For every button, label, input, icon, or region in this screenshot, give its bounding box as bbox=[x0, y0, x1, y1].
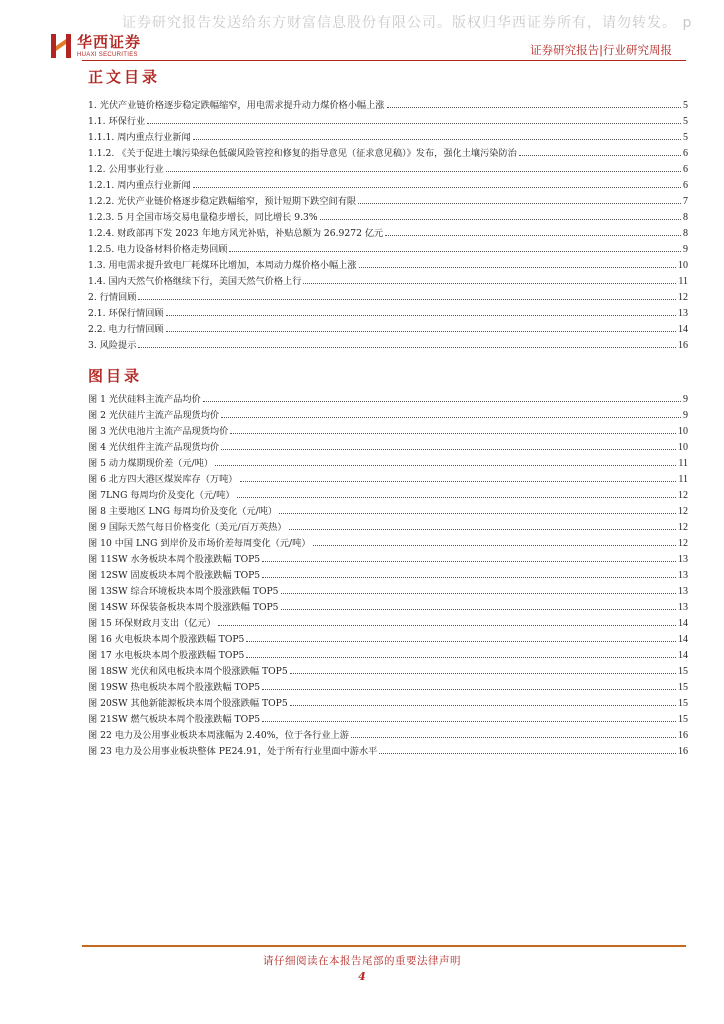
dot-leader bbox=[303, 272, 676, 284]
toc-entry-label: 2.2. 电力行情回顾 bbox=[88, 324, 164, 335]
dot-leader bbox=[138, 288, 676, 300]
toc-entry-page: 8 bbox=[683, 212, 688, 223]
figure-entry[interactable] bbox=[88, 614, 688, 630]
footer-divider bbox=[82, 945, 686, 947]
toc-entry-label: 1.1. 环保行业 bbox=[88, 116, 146, 127]
figure-entry-label: 图 15 环保财政月支出（亿元） bbox=[88, 618, 216, 629]
toc-entry-label: 1.3. 用电需求提升致电厂耗煤环比增加，本周动力煤价格小幅上涨 bbox=[88, 260, 357, 271]
figure-entry-page: 13 bbox=[678, 554, 688, 565]
toc-entry-page: 12 bbox=[678, 292, 688, 303]
figure-entry-label: 图 20SW 其他新能源板块本周个股涨跌幅 TOP5 bbox=[88, 698, 288, 709]
dot-leader bbox=[351, 726, 676, 738]
dot-leader bbox=[138, 336, 676, 348]
figure-entry[interactable] bbox=[88, 630, 688, 646]
figure-entry-page: 14 bbox=[678, 650, 688, 661]
figure-entry[interactable] bbox=[88, 678, 688, 694]
toc-entry-page: 6 bbox=[683, 148, 688, 159]
toc-entry[interactable] bbox=[88, 256, 688, 272]
dot-leader bbox=[166, 160, 681, 172]
huaxi-logo bbox=[50, 33, 141, 59]
figure-entry-label: 图 19SW 热电板块本周个股涨跌幅 TOP5 bbox=[88, 682, 261, 693]
toc-entry-page: 6 bbox=[683, 164, 688, 175]
dot-leader bbox=[385, 224, 681, 236]
toc-entry[interactable] bbox=[88, 192, 688, 208]
dot-leader bbox=[262, 678, 676, 690]
dot-leader bbox=[166, 304, 676, 316]
figure-entry-label: 图 21SW 燃气板块本周个股涨跌幅 TOP5 bbox=[88, 714, 261, 725]
dot-leader bbox=[246, 646, 676, 658]
figure-entry-label: 图 13SW 综合环境板块本周个股涨跌幅 TOP5 bbox=[88, 586, 279, 597]
figure-entry[interactable] bbox=[88, 486, 688, 502]
toc-entry-label: 1.2.2. 光伏产业链价格逐步稳定跌幅缩窄，预计短期下跌空间有限 bbox=[88, 196, 357, 207]
dot-leader bbox=[262, 566, 676, 578]
dot-leader bbox=[313, 534, 676, 546]
dot-leader bbox=[147, 112, 681, 124]
figure-entry-label: 图 18SW 光伏和风电板块本周个股涨跌幅 TOP5 bbox=[88, 666, 288, 677]
figure-list-title: 图目录 bbox=[88, 367, 143, 385]
toc-entry-page: 13 bbox=[678, 308, 688, 319]
toc-entry-page: 14 bbox=[678, 324, 688, 335]
figure-entry[interactable] bbox=[88, 406, 688, 422]
figure-entry-label: 图 4 光伏组件主流产品现货均价 bbox=[88, 442, 220, 453]
page-number: 4 bbox=[358, 970, 366, 983]
dot-leader bbox=[240, 470, 677, 482]
toc-entry-page: 8 bbox=[683, 228, 688, 239]
figure-entry-page: 13 bbox=[678, 602, 688, 613]
dot-leader bbox=[379, 742, 676, 754]
toc-entry-page: 16 bbox=[678, 340, 688, 351]
figure-entry[interactable] bbox=[88, 662, 688, 678]
huaxi-logo-icon bbox=[50, 33, 72, 59]
figure-entry-page: 13 bbox=[678, 586, 688, 597]
watermark: 证券研究报告发送给东方财富信息股份有限公司。版权归华西证券所有，请勿转发。 p bbox=[122, 15, 693, 31]
figure-entry-page: 15 bbox=[678, 666, 688, 677]
figure-entry[interactable] bbox=[88, 438, 688, 454]
dot-leader bbox=[290, 662, 676, 674]
toc-entry-page: 11 bbox=[678, 276, 688, 287]
figure-entry-page: 16 bbox=[678, 730, 688, 741]
dot-leader bbox=[230, 422, 676, 434]
figure-entry-label: 图 2 光伏硅片主流产品现货均价 bbox=[88, 410, 220, 421]
figure-entry[interactable] bbox=[88, 726, 688, 742]
toc-entry-label: 1.2.3. 5 月全国市场交易电量稳步增长，同比增长 9.3% bbox=[88, 212, 318, 223]
dot-leader bbox=[262, 710, 676, 722]
figure-entry-page: 15 bbox=[678, 682, 688, 693]
figure-entry-label: 图 14SW 环保装备板块本周个股涨跌幅 TOP5 bbox=[88, 602, 279, 613]
figure-entry-page: 10 bbox=[678, 442, 688, 453]
dot-leader bbox=[215, 454, 676, 466]
toc-entry[interactable] bbox=[88, 224, 688, 240]
figure-entry-page: 11 bbox=[678, 458, 688, 469]
figure-entry-label: 图 5 动力煤期现价差（元/吨） bbox=[88, 458, 214, 469]
toc-entry-page: 7 bbox=[683, 196, 688, 207]
toc-entry-label: 3. 风险提示 bbox=[88, 340, 137, 351]
figure-entry[interactable] bbox=[88, 646, 688, 662]
figure-entry[interactable] bbox=[88, 582, 688, 598]
figure-entry-page: 12 bbox=[678, 506, 688, 517]
figure-entry-page: 9 bbox=[683, 394, 688, 405]
legal-disclaimer: 请仔细阅读在本报告尾部的重要法律声明 bbox=[263, 955, 461, 967]
toc-entry-label: 1. 光伏产业链价格逐步稳定跌幅缩窄，用电需求提升动力煤价格小幅上涨 bbox=[88, 100, 385, 111]
dot-leader bbox=[281, 598, 676, 610]
figure-entry[interactable] bbox=[88, 550, 688, 566]
dot-leader bbox=[203, 390, 681, 402]
dot-leader bbox=[218, 614, 676, 626]
figure-entry[interactable] bbox=[88, 470, 688, 486]
toc-entry-label: 1.2.1. 周内重点行业新闻 bbox=[88, 180, 191, 191]
logo-chinese-name: 华西证券 bbox=[77, 32, 142, 51]
figure-entry[interactable] bbox=[88, 454, 688, 470]
toc-entry-page: 9 bbox=[683, 244, 688, 255]
figure-entry-page: 10 bbox=[678, 426, 688, 437]
figure-entry[interactable] bbox=[88, 518, 688, 534]
dot-leader bbox=[289, 518, 676, 530]
toc-entry-page: 6 bbox=[683, 180, 688, 191]
toc-entry-label: 1.2.4. 财政部再下发 2023 年地方风光补贴，补贴总额为 26.9272 亿元 bbox=[88, 228, 384, 239]
dot-leader bbox=[193, 176, 681, 188]
dot-leader bbox=[166, 320, 676, 332]
figure-entry[interactable] bbox=[88, 598, 688, 614]
dot-leader bbox=[519, 144, 681, 156]
figure-entry-label: 图 3 光伏电池片主流产品现货均价 bbox=[88, 426, 229, 437]
toc-entry[interactable] bbox=[88, 160, 688, 176]
figure-entry-label: 图 16 火电板块本周个股涨跌幅 TOP5 bbox=[88, 634, 245, 645]
toc-entry[interactable] bbox=[88, 96, 688, 112]
dot-leader bbox=[290, 694, 676, 706]
toc-entry[interactable] bbox=[88, 304, 688, 320]
dot-leader bbox=[229, 240, 681, 252]
report-type: 证券研究报告|行业研究周报 bbox=[530, 43, 672, 57]
toc-entry[interactable] bbox=[88, 320, 688, 336]
figure-entry-label: 图 23 电力及公用事业板块整体 PE24.91，处于所有行业里面中游水平 bbox=[88, 746, 378, 757]
toc-entry-page: 10 bbox=[678, 260, 688, 271]
toc-entry-label: 1.1.2. 《关于促进土壤污染绿色低碳风险管控和修复的指导意见（征求意见稿）》发布，强化土壤污染防治 bbox=[88, 148, 517, 159]
figure-entry[interactable] bbox=[88, 390, 688, 406]
dot-leader bbox=[359, 256, 676, 268]
toc-entry-page: 5 bbox=[683, 100, 688, 111]
dot-leader bbox=[221, 406, 681, 418]
figure-entry[interactable] bbox=[88, 694, 688, 710]
toc-entry-label: 1.4. 国内天然气价格继续下行，美国天然气价格上行 bbox=[88, 276, 302, 287]
figure-entry-label: 图 6 北方四大港区煤炭库存（万吨） bbox=[88, 474, 238, 485]
figure-entry-page: 11 bbox=[678, 474, 688, 485]
toc-entry[interactable] bbox=[88, 240, 688, 256]
figure-entry-page: 12 bbox=[678, 538, 688, 549]
toc-entry-label: 2.1. 环保行情回顾 bbox=[88, 308, 164, 319]
figure-entry-label: 图 10 中国 LNG 到岸价及市场价差每周变化（元/吨） bbox=[88, 538, 311, 549]
toc-entry[interactable] bbox=[88, 288, 688, 304]
toc-entry-label: 1.1.1. 周内重点行业新闻 bbox=[88, 132, 191, 143]
toc-entry[interactable] bbox=[88, 336, 688, 352]
figure-entry-label: 图 22 电力及公用事业板块本周涨幅为 2.40%，位于各行业上游 bbox=[88, 730, 349, 741]
toc-entry[interactable] bbox=[88, 176, 688, 192]
figure-entry-page: 9 bbox=[683, 410, 688, 421]
toc-entry[interactable] bbox=[88, 128, 688, 144]
dot-leader bbox=[237, 486, 676, 498]
dot-leader bbox=[262, 550, 676, 562]
toc-entry-label: 1.2.5. 电力设备材料价格走势回顾 bbox=[88, 244, 228, 255]
figure-list bbox=[88, 390, 688, 758]
figure-entry[interactable] bbox=[88, 566, 688, 582]
figure-entry-label: 图 17 水电板块本周个股涨跌幅 TOP5 bbox=[88, 650, 245, 661]
toc-entry-page: 5 bbox=[683, 116, 688, 127]
figure-entry-label: 图 1 光伏硅料主流产品均价 bbox=[88, 394, 201, 405]
figure-entry-label: 图 8 主要地区 LNG 每周均价及变化（元/吨） bbox=[88, 506, 278, 517]
figure-entry-page: 15 bbox=[678, 698, 688, 709]
header-divider bbox=[82, 60, 686, 61]
figure-entry-page: 14 bbox=[678, 618, 688, 629]
figure-entry-page: 15 bbox=[678, 714, 688, 725]
figure-entry-page: 16 bbox=[678, 746, 688, 757]
toc-entry-page: 5 bbox=[683, 132, 688, 143]
figure-entry[interactable] bbox=[88, 422, 688, 438]
dot-leader bbox=[246, 630, 676, 642]
logo-english-name: HUAXI SECURITIES bbox=[77, 51, 138, 58]
toc-entry[interactable] bbox=[88, 112, 688, 128]
toc-list bbox=[88, 96, 688, 352]
figure-entry[interactable] bbox=[88, 710, 688, 726]
figure-entry-label: 图 12SW 固废板块本周个股涨跌幅 TOP5 bbox=[88, 570, 261, 581]
figure-entry-page: 12 bbox=[678, 522, 688, 533]
figure-entry-page: 14 bbox=[678, 634, 688, 645]
figure-entry-page: 12 bbox=[678, 490, 688, 501]
toc-entry[interactable] bbox=[88, 272, 688, 288]
figure-entry[interactable] bbox=[88, 742, 688, 758]
figure-entry-label: 图 9 国际天然气每日价格变化（美元/百万英热） bbox=[88, 522, 287, 533]
dot-leader bbox=[193, 128, 681, 140]
figure-entry-label: 图 7LNG 每周均价及变化（元/吨） bbox=[88, 490, 235, 501]
figure-entry-page: 13 bbox=[678, 570, 688, 581]
figure-entry[interactable] bbox=[88, 534, 688, 550]
dot-leader bbox=[320, 208, 681, 220]
figure-entry-label: 图 11SW 水务板块本周个股涨跌幅 TOP5 bbox=[88, 554, 261, 565]
figure-entry[interactable] bbox=[88, 502, 688, 518]
toc-entry[interactable] bbox=[88, 208, 688, 224]
toc-entry-label: 2. 行情回顾 bbox=[88, 292, 137, 303]
toc-title: 正文目录 bbox=[88, 68, 161, 86]
dot-leader bbox=[279, 502, 676, 514]
toc-entry-label: 1.2. 公用事业行业 bbox=[88, 164, 164, 175]
dot-leader bbox=[387, 96, 682, 108]
dot-leader bbox=[358, 192, 681, 204]
toc-entry[interactable] bbox=[88, 144, 688, 160]
dot-leader bbox=[221, 438, 676, 450]
dot-leader bbox=[281, 582, 676, 594]
